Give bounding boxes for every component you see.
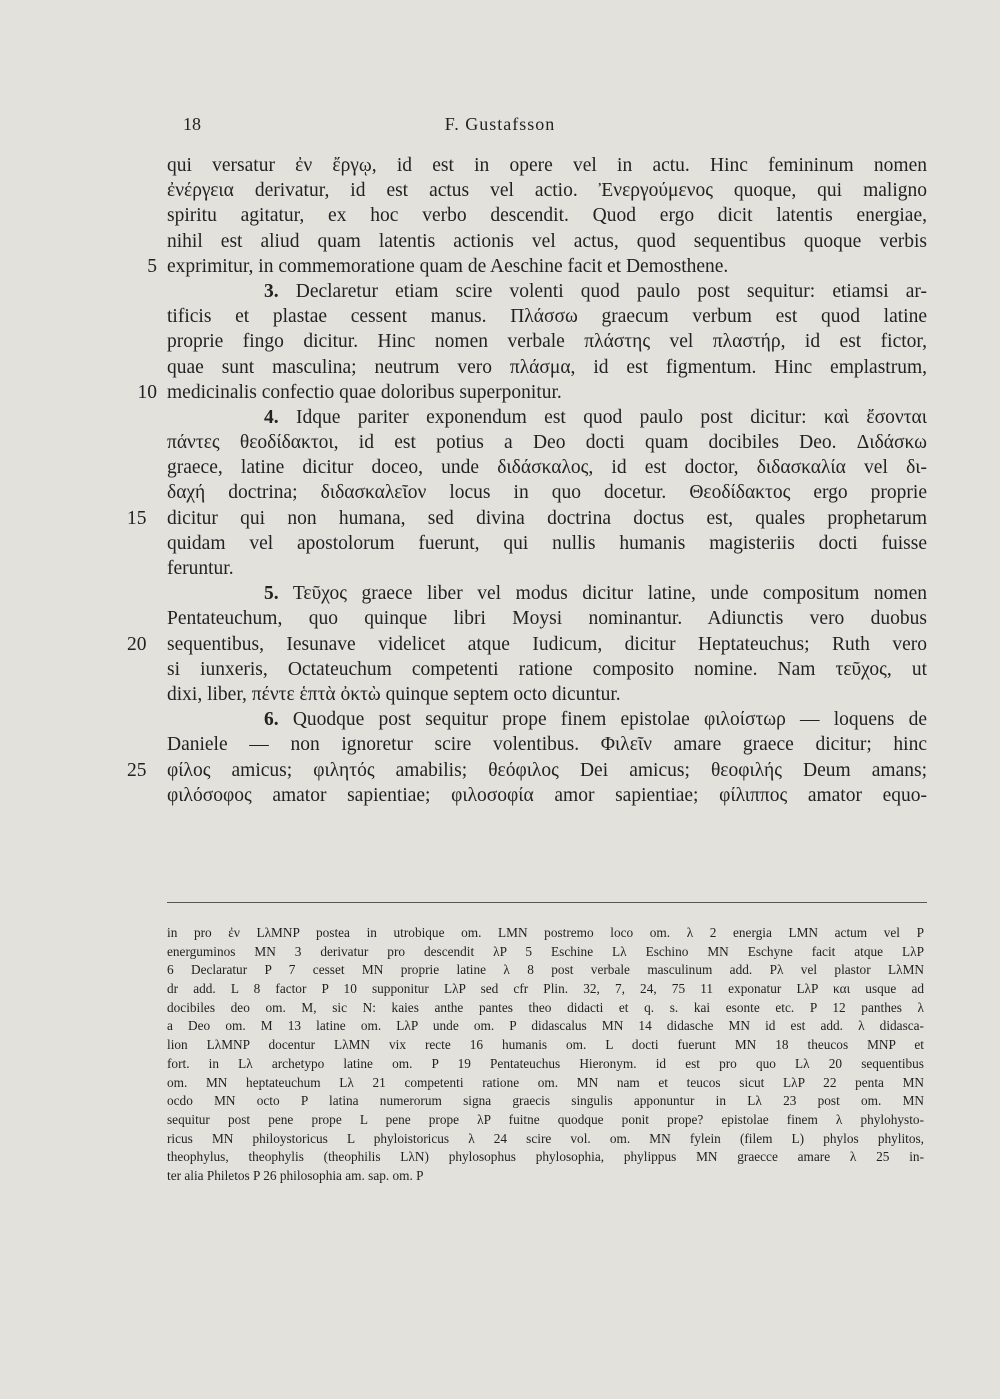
running-head: F. Gustafsson bbox=[444, 114, 556, 134]
section-number: 4. bbox=[264, 406, 279, 428]
text-line: qui versatur ἐν ἔργῳ, id est in opere vel in actu. Hinc femininum nomen bbox=[167, 155, 927, 176]
footnote-line: in pro ἐν LλMNP postea in utrobique om. LMN postremo loco om. λ 2 energia LMN actum vel P bbox=[167, 925, 924, 940]
footnote-line: fort. in Lλ archetypo latine om. P 19 Pentateuchus Hieronym. id est pro quo Lλ 20 sequentibus bbox=[167, 1055, 924, 1071]
footnote-line: sequitur post pene prope L pene prope λP fuitne quodque ponit prope? epistolae finem λ phylohysto- bbox=[167, 1111, 924, 1127]
text-line: Pentateuchum, quo quinque libri Moysi nominantur. Adiunctis vero duobus bbox=[167, 608, 927, 630]
apparatus-criticus bbox=[167, 924, 924, 1186]
text-line: 5 exprimitur, in commemoratione quam de Aeschine facit et Demosthene. bbox=[167, 254, 927, 279]
text-line: quae sunt masculina; neutrum vero πλάσμα, id est figmentum. Hinc emplastrum, bbox=[167, 356, 927, 378]
text-line: φιλόσοφος amator sapientiae; φιλοσοφία amor sapientiae; φίλιππος amator equo- bbox=[167, 784, 927, 806]
footnote-line: a Deo om. M 13 latine om. LλP unde om. P didascalus MN 14 didasche MN id est add. λ didasca- bbox=[167, 1018, 924, 1034]
main-text bbox=[127, 153, 928, 808]
text-line: πάντες θεοδίδακτοι, id est potius a Deo docti quam docibiles Deo. Διδάσκω bbox=[167, 432, 927, 454]
section-number: 6. bbox=[264, 709, 279, 731]
text-line: δαχή doctrina; διδασκαλεῖον locus in quo docetur. Θεοδίδακτος ergo proprie bbox=[167, 482, 927, 504]
section-number: 5. bbox=[264, 583, 279, 605]
footnote-line: theophylus, theophylis (theophilis LλN) phylosophus phylosophia, phylippus MN graecce amare λ 25 in- bbox=[167, 1149, 924, 1165]
text-line: 6. Quodque post sequitur prope finem epistolae φιλοίστωρ — loquens de bbox=[264, 709, 927, 731]
text-line: 15 dicitur qui non humana, sed divina doctrina doctus est, quales prophetarum bbox=[167, 506, 927, 531]
footnote-line: lion LλMNP docentur LλMN vix recte 16 humanis om. L docti fuerunt MN 18 theucos MNP et bbox=[167, 1037, 924, 1053]
text-line: 10 medicinalis confectio quae doloribus superponitur. bbox=[167, 380, 927, 405]
section-number: 3. bbox=[264, 280, 279, 302]
text-line: nihil est aliud quam latentis actionis vel actus, quod sequentibus quoque verbis bbox=[167, 230, 927, 252]
text-line: proprie fingo dicitur. Hinc nomen verbale πλάστης vel πλαστήρ, id est fictor, bbox=[167, 331, 927, 353]
footnote-rule bbox=[167, 902, 927, 903]
footnote-line: docibiles deo om. M, sic N: kaies anthe pantes theo didacti et q. s. kai esonte etc. P 12 panthes λ bbox=[167, 999, 924, 1015]
footnote-line: energuminos MN 3 derivatur pro descendit λP 5 Eschine Lλ Eschino MN Eschyne facit atque LλP bbox=[167, 943, 924, 959]
footnote-line: 6 Declaratur P 7 cesset MN proprie latine λ 8 post verbale masculinum add. Pλ vel plastor LλMN bbox=[167, 962, 924, 978]
line-number: 25 bbox=[127, 759, 147, 781]
line-number: 20 bbox=[127, 633, 147, 655]
text-line: 25 φίλος amicus; φιλητός amabilis; θεόφιλος Dei amicus; θεοφιλής Deum amans; bbox=[167, 758, 927, 783]
text-line: 20 sequentibus, Iesunave videlicet atque Iudicum, dicitur Heptateuchus; Ruth vero bbox=[167, 632, 927, 657]
line-number: 5 bbox=[147, 255, 157, 277]
text-line: dixi, liber, πέντε ἑπτὰ ὀκτὼ quinque septem octo dicuntur. bbox=[167, 683, 621, 705]
text-line: feruntur. bbox=[167, 558, 234, 579]
text-line: graece, latine dicitur doceo, unde διδάσκαλος, id est doctor, διδασκαλία vel δι- bbox=[167, 457, 927, 479]
text-line: 4. Idque pariter exponendum est quod paulo post dicitur: καὶ ἔσονται bbox=[264, 406, 927, 428]
text-line: tificis et plastae cessent manus. Πλάσσω graecum verbum est quod latine bbox=[167, 306, 927, 328]
footnote-line: om. MN heptateuchum Lλ 21 competenti ratione om. MN nam et teucos sicut LλP 22 penta MN bbox=[167, 1074, 924, 1090]
page-number: 18 bbox=[183, 114, 201, 134]
footnote-line: ter alia Philetos P 26 philosophia am. sap. om. P bbox=[167, 1167, 424, 1183]
line-number: 10 bbox=[137, 381, 157, 403]
footnote-line: ricus MN philoystoricus L phyloistoricus λ 24 scire vol. om. MN fylein (filem L) phylos phylitos, bbox=[167, 1130, 924, 1146]
text-line: 3. Declaretur etiam scire volenti quod paulo post sequitur: etiamsi ar- bbox=[264, 280, 928, 302]
text-line: quidam vel apostolorum fuerunt, qui nullis humanis magisteriis docti fuisse bbox=[167, 532, 927, 554]
text-line: 5. Τεῦχος graece liber vel modus dicitur latine, unde compositum nomen bbox=[264, 583, 927, 605]
text-line: Daniele — non ignoretur scire volentibus. Φιλεῖν amare graece dicitur; hinc bbox=[167, 734, 927, 756]
text-line: ἐνέργεια derivatur, id est actus vel actio. Ἐνεργούμενος quoque, qui maligno bbox=[167, 180, 927, 202]
text-line: si iunxeris, Octateuchum competenti ratione composito nomine. Nam τεῦχος, ut bbox=[167, 658, 927, 680]
text-line: spiritu agitatur, ex hoc verbo descendit. Quod ergo dicit latentis energiae, bbox=[167, 205, 927, 227]
line-number: 15 bbox=[127, 507, 147, 529]
footnote-line: dr add. L 8 factor P 10 supponitur LλP sed cfr Plin. 32, 7, 24, 75 11 exponatur LλP και usque ad bbox=[167, 981, 924, 997]
footnote-line: ocdo MN octo P latina numerorum signa graecis singulis apponuntur in Lλ 23 post om. MN bbox=[167, 1093, 924, 1109]
